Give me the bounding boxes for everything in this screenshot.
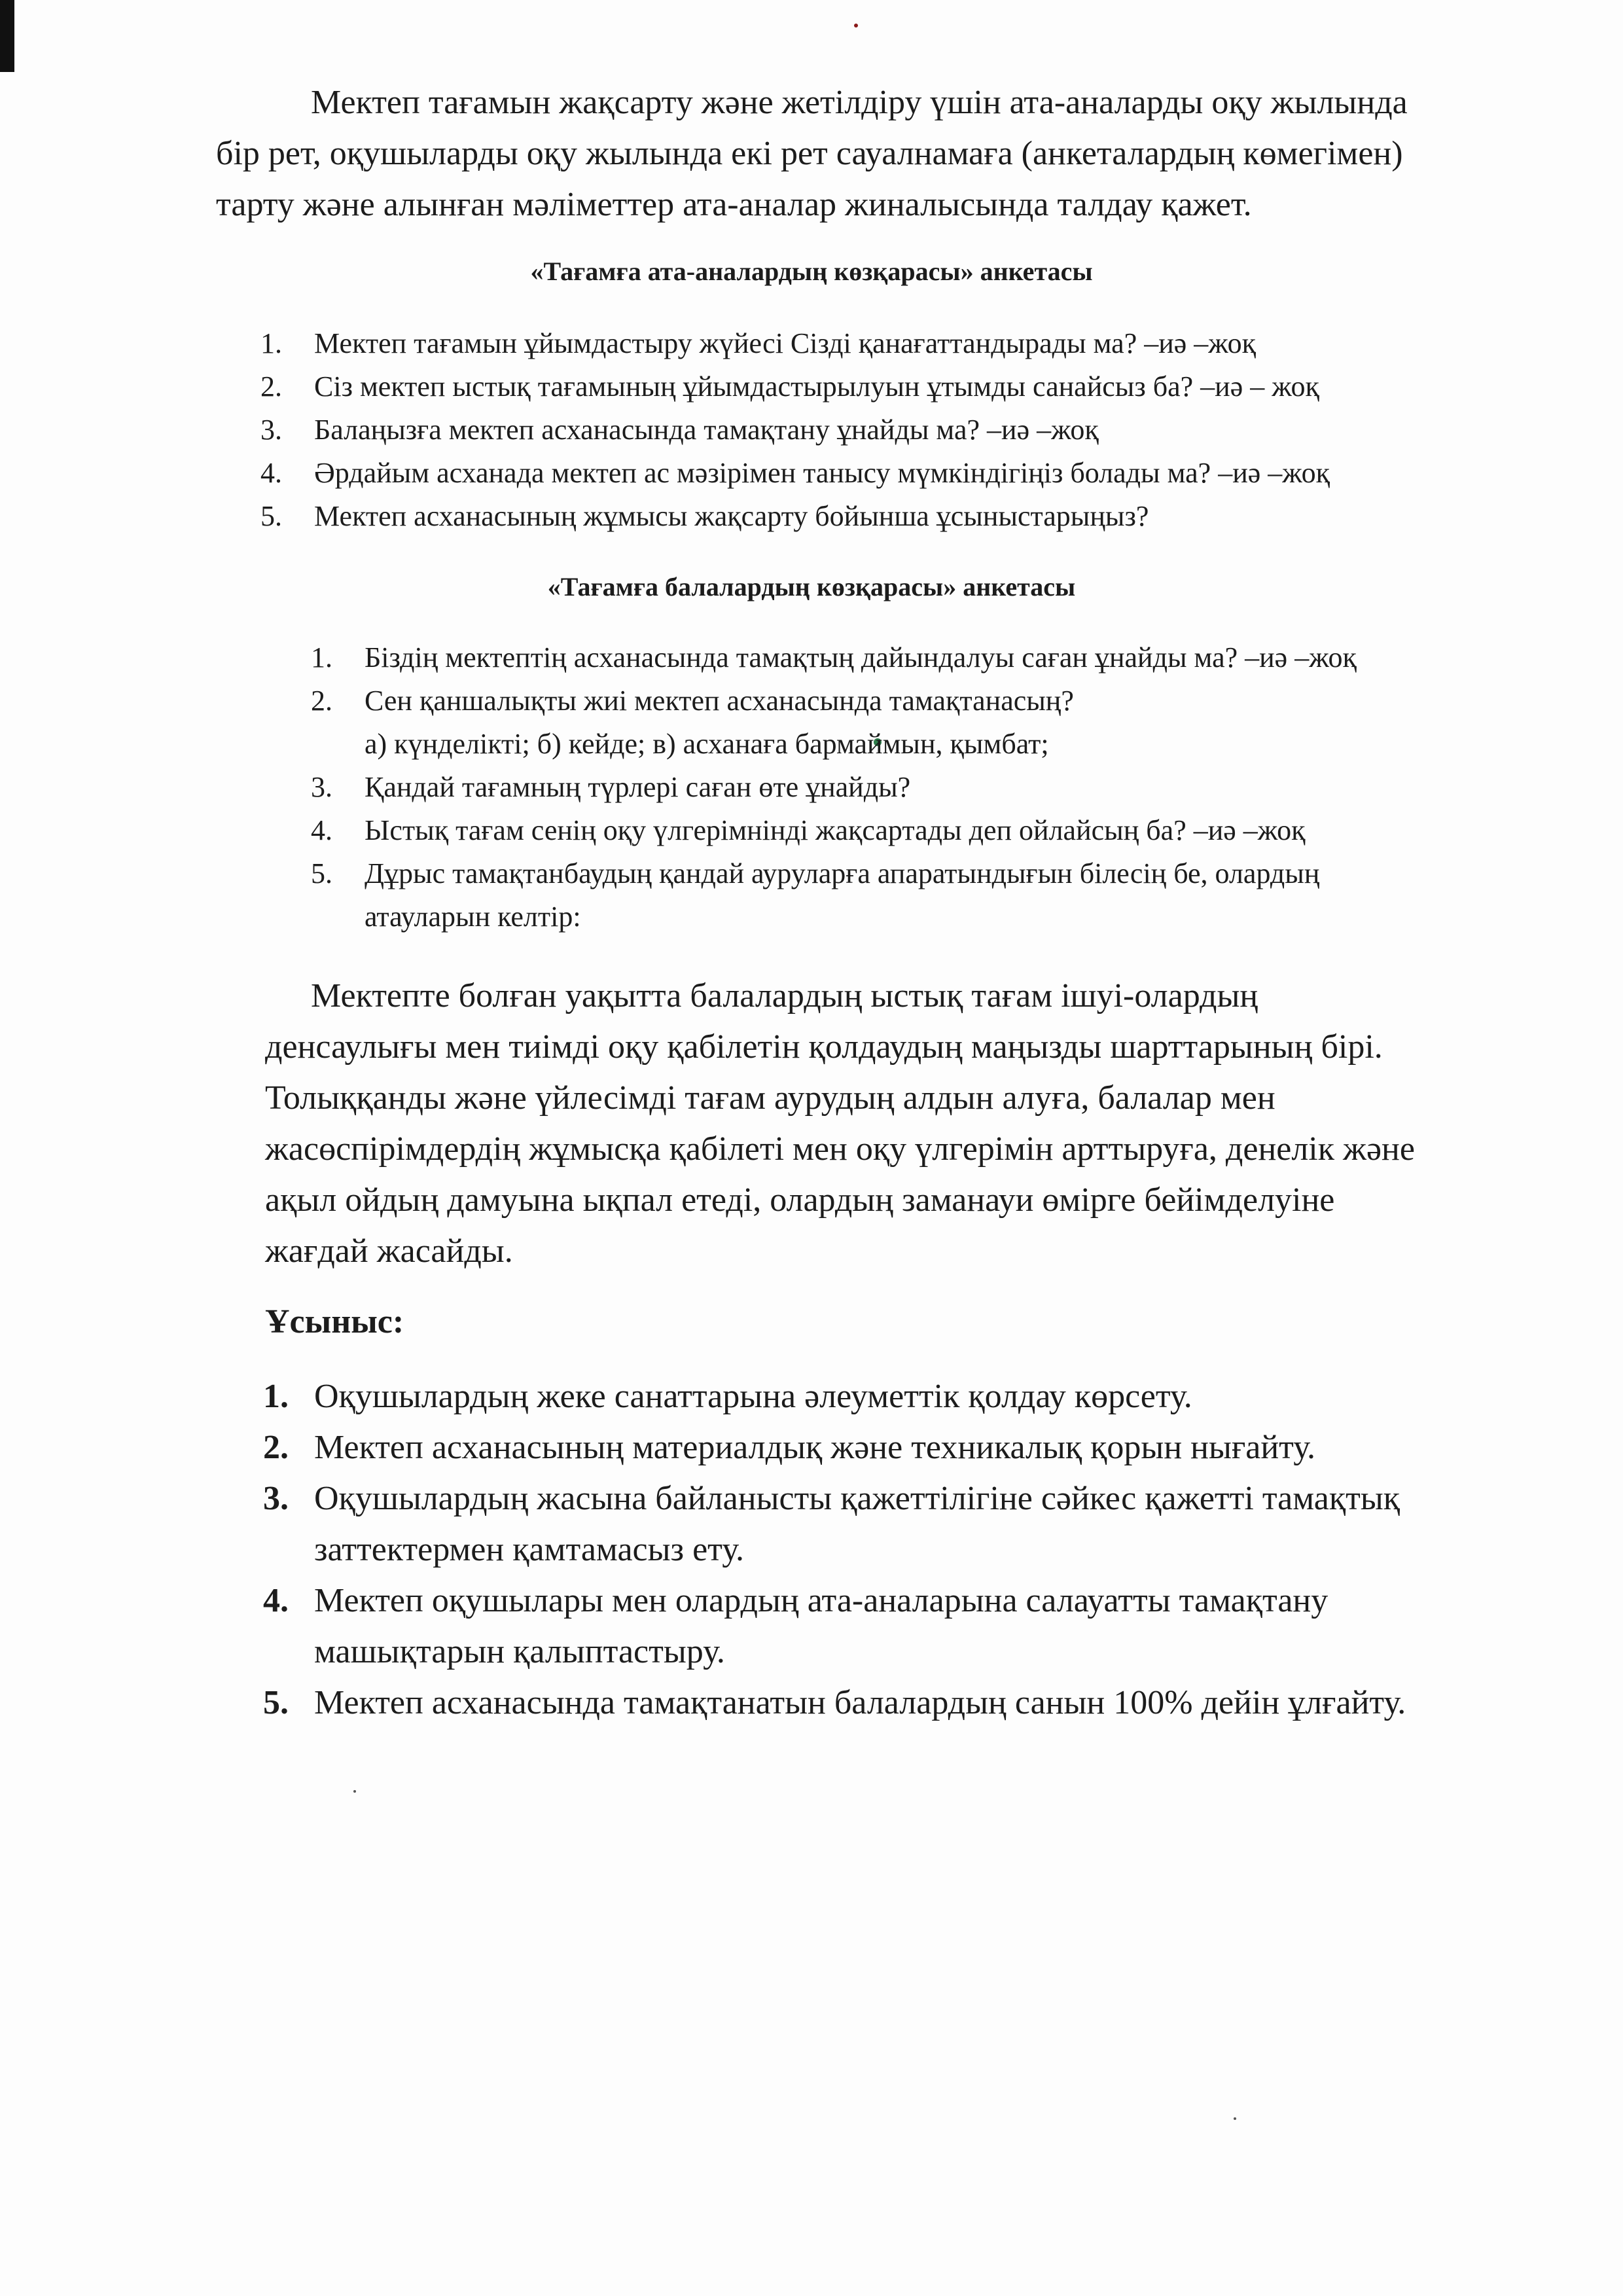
intro-line: бір рет, оқушыларды оқу жылында екі рет сауалнамаға (анкеталардың көмегімен) — [216, 135, 1403, 172]
conclusion-line: жағдай жасайды. — [265, 1232, 513, 1270]
recommendations-title: Ұсыныс: — [265, 1303, 404, 1340]
list-item — [260, 452, 1330, 495]
item-number: 4. — [260, 457, 282, 489]
item-text: Сен қаншалықты жиі мектеп асханасында тамақтанасың? — [365, 685, 1074, 717]
parents-survey-title: «Тағамға ата-аналардың көзқарасы» анкетасы — [530, 257, 1093, 286]
item-subtext: заттектермен қамтамасыз ету. — [314, 1531, 745, 1568]
item-text: Дұрыс тамақтанбаудың қандай ауруларға апаратындығын білесің бе, олардың — [365, 857, 1320, 889]
list-item — [311, 852, 1357, 939]
item-text: Мектеп асханасында тамақтанатын балалардың санын 100% дейін ұлғайту. — [314, 1684, 1406, 1721]
children-survey-list — [311, 636, 1357, 939]
conclusion-line: Толыққанды және үйлесімді тағам аурудың алдын алуға, балалар мен — [265, 1079, 1275, 1117]
item-subtext: а) күнделікті; б) кейде; в) асханаға бармаймын, қымбат; — [365, 728, 1049, 760]
conclusion-line: Мектепте болған уақытта балалардың ыстық тағам ішуі-олардың — [311, 977, 1258, 1014]
recommendations-list — [263, 1371, 1406, 1729]
scan-speck — [1234, 2117, 1236, 2120]
scan-speck — [854, 24, 858, 27]
item-number: 1. — [311, 641, 332, 673]
item-number: 4. — [263, 1582, 289, 1619]
intro-paragraph — [216, 77, 1558, 230]
item-number: 2. — [260, 370, 282, 403]
item-text: Мектеп асханасының жұмысы жақсарту бойынша ұсыныстарыңыз? — [314, 500, 1149, 532]
item-number: 2. — [263, 1429, 289, 1466]
list-item — [263, 1422, 1406, 1473]
item-text: Мектеп оқушылары мен олардың ата-аналарына салауатты тамақтану — [314, 1582, 1329, 1619]
item-number: 5. — [311, 857, 332, 889]
parents-survey-list — [260, 322, 1330, 538]
list-item — [263, 1473, 1406, 1575]
item-text: Біздің мектептің асханасында тамақтың дайындалуы саған ұнайды ма? –иә –жоқ — [365, 641, 1357, 673]
list-item — [263, 1575, 1406, 1677]
item-number: 5. — [263, 1684, 289, 1721]
list-item — [260, 408, 1330, 452]
item-text: Оқушылардың жасына байланысты қажеттілігіне сәйкес қажетті тамақтық — [314, 1480, 1400, 1517]
item-text: Ыстық тағам сенің оқу үлгерімнінді жақсартады деп ойлайсың ба? –иә –жоқ — [365, 814, 1306, 846]
list-item — [260, 322, 1330, 365]
list-item — [260, 495, 1330, 538]
list-item — [311, 636, 1357, 679]
conclusion-line: ақыл ойдың дамуына ықпал етеді, олардың заманауи өмірге бейімделуіне — [265, 1181, 1335, 1219]
item-text: Сіз мектеп ыстық тағамының ұйымдастырылуын ұтымды санайсыз ба? –иә – жоқ — [314, 370, 1319, 403]
intro-line: Мектеп тағамын жақсарту және жетілдіру үшін ата-аналарды оқу жылында — [311, 84, 1408, 121]
item-text: Мектеп асханасының материалдық және техникалық қорын нығайту. — [314, 1429, 1316, 1466]
children-survey-title: «Тағамға балалардың көзқарасы» анкетасы — [547, 572, 1076, 601]
item-text: Мектеп тағамын ұйымдастыру жүйесі Сізді қанағаттандырады ма? –иә –жоқ — [314, 327, 1256, 359]
item-text: Қандай тағамның түрлері саған өте ұнайды? — [365, 771, 911, 803]
list-item — [263, 1677, 1406, 1729]
conclusion-line: денсаулығы мен тиімді оқу қабілетін қолдаудың маңызды шарттарының бірі. — [265, 1028, 1383, 1066]
item-subtext: атауларын келтір: — [365, 901, 581, 933]
conclusion-line: жасөспірімдердің жұмысқа қабілеті мен оқу үлгерімін арттыруға, денелік және — [265, 1130, 1415, 1168]
item-number: 2. — [311, 685, 332, 717]
item-text: Әрдайым асханада мектеп ас мәзірімен танысу мүмкіндігіңіз болады ма? –иә –жоқ — [314, 457, 1330, 489]
item-number: 4. — [311, 814, 332, 846]
conclusion-paragraph — [265, 971, 1574, 1277]
list-item — [311, 766, 1357, 809]
item-number: 5. — [260, 500, 282, 532]
scan-speck — [353, 1790, 356, 1793]
list-item — [263, 1371, 1406, 1422]
item-number: 3. — [311, 771, 332, 803]
list-item — [311, 679, 1357, 766]
item-number: 3. — [260, 414, 282, 446]
list-item — [311, 809, 1357, 852]
item-number: 1. — [260, 327, 282, 359]
item-text: Оқушылардың жеке санаттарына әлеуметтік қолдау көрсету. — [314, 1378, 1192, 1415]
item-number: 1. — [263, 1378, 289, 1415]
item-text: Балаңызға мектеп асханасында тамақтану ұнайды ма? –иә –жоқ — [314, 414, 1099, 446]
intro-line: тарту және алынған мәліметтер ата-аналар жиналысында талдау қажет. — [216, 186, 1252, 223]
scan-edge-mark — [0, 0, 14, 72]
list-item — [260, 365, 1330, 408]
item-number: 3. — [263, 1480, 289, 1517]
item-subtext: машықтарын қалыптастыру. — [314, 1633, 725, 1670]
